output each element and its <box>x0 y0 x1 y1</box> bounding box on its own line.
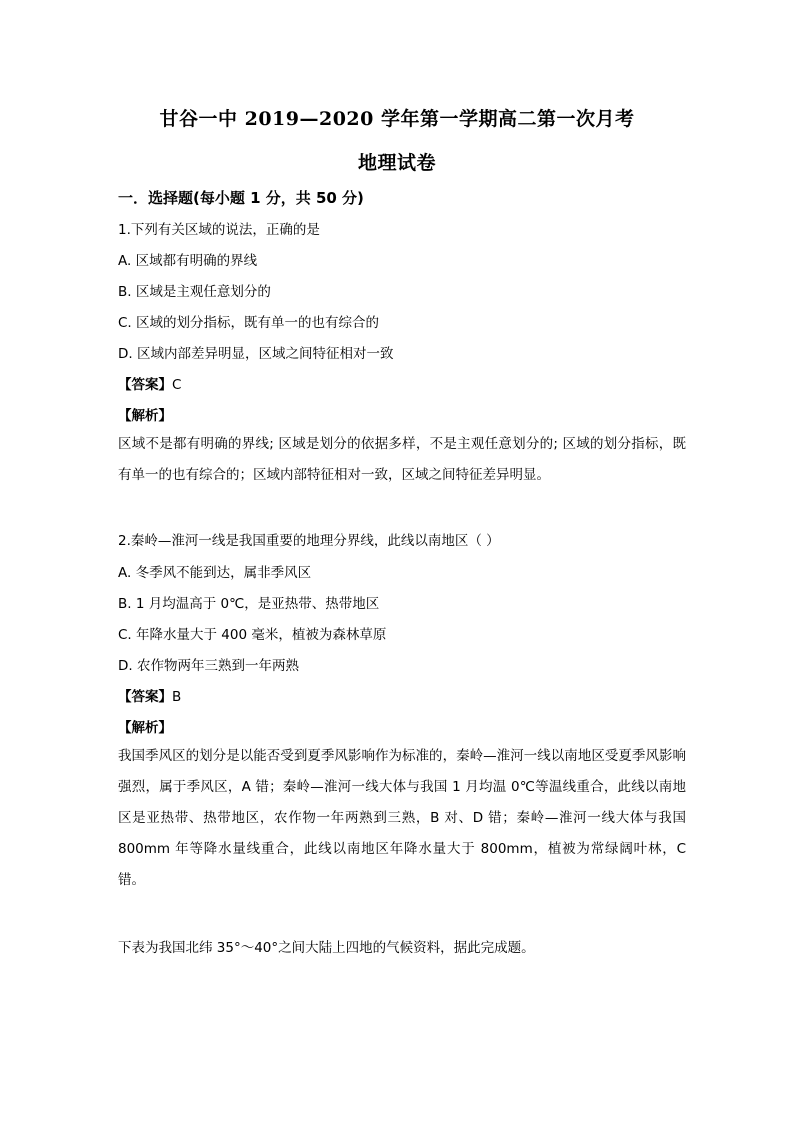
question-2-option-d: D. 农作物两年三熟到一年两熟 <box>118 658 299 674</box>
answer-label: 【答案】 <box>118 377 172 393</box>
question-1-option-a: A. 区域都有明确的界线 <box>118 253 258 269</box>
question-1-option-c: C. 区域的划分指标，既有单一的也有综合的 <box>118 315 380 331</box>
analysis-label: 【解析】 <box>118 720 172 736</box>
question-1-stem: 1.下列有关区域的说法，正确的是 <box>118 222 320 238</box>
question-1-option-b: B. 区域是主观任意划分的 <box>118 284 271 300</box>
question-1-analysis: 区域不是都有明确的界线; 区域是划分的依据多样，不是主观任意划分的; 区域的划分指标，既有单一的也有综合的；区域内部特征相对一致，区域之间特征差异明显。 <box>118 436 686 483</box>
question-1-analysis-label <box>118 404 684 424</box>
table-intro: 下表为我国北纬 35°～40°之间大陆上四地的气候资料，据此完成题。 <box>118 940 535 956</box>
question-1-option-d: D. 区域内部差异明显，区域之间特征相对一致 <box>118 346 394 362</box>
question-2-option-a: A. 冬季风不能到达，属非季风区 <box>118 565 312 581</box>
question-2-analysis-label <box>118 716 684 736</box>
exam-title: 甘谷一中 2019—2020 学年第一学期高二第一次月考 <box>159 108 635 130</box>
question-2-stem: 2.秦岭—淮河一线是我国重要的地理分界线，此线以南地区（ ） <box>118 533 500 549</box>
question-2-option-b: B. 1 月均温高于 0℃，是亚热带、热带地区 <box>118 596 380 612</box>
question-1-answer <box>118 373 684 393</box>
subject-title: 地理试卷 <box>357 152 436 174</box>
answer-label: 【答案】 <box>118 689 172 705</box>
question-2-answer <box>118 685 684 705</box>
question-2-option-c: C. 年降水量大于 400 毫米，植被为森林草原 <box>118 627 387 643</box>
section-heading: 一．选择题(每小题 1 分，共 50 分) <box>118 189 364 207</box>
answer-value: B <box>172 689 182 705</box>
question-2-analysis: 我国季风区的划分是以能否受到夏季风影响作为标准的，秦岭—淮河一线以南地区受夏季风影响强烈，属于季风区，A 错；秦岭—淮河一线大体与我国 1 月均温 0℃等温线重合，此线以南地区是亚热带、热带地区，农作物一年两熟到三熟，B 对、D 错；秦岭—淮河一线大体与我国 800mm 年等降水量线重合，此线以南地区年降水量大于 800mm，植被为常绿阔叶林，C 错。 <box>118 748 686 888</box>
answer-value: C <box>172 377 182 393</box>
analysis-label: 【解析】 <box>118 408 172 424</box>
